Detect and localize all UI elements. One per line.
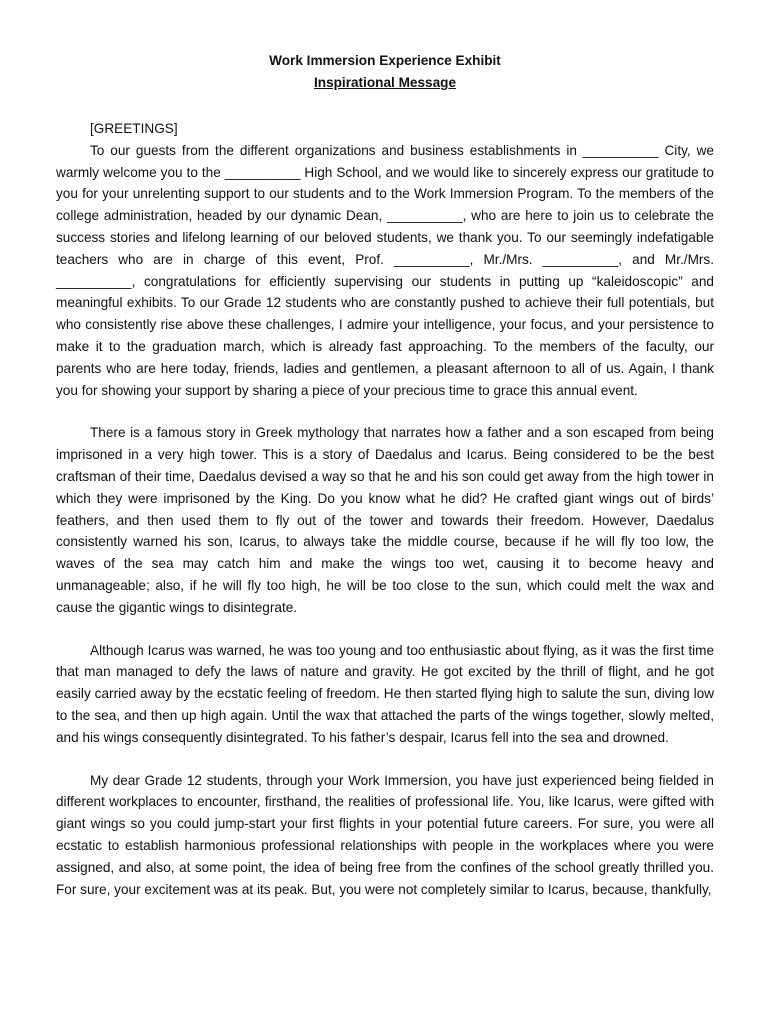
greeting-placeholder: [GREETINGS] bbox=[90, 121, 178, 136]
document-page bbox=[56, 50, 714, 900]
paragraph-welcome: To our guests from the different organizations and business establishments in __________ City, we warmly welcome you to the __________ High School, and we would like to sincerely express our gratitude to you for your unrelenting support to our students and to the Work Immersion Program. To the members of the college administration, headed by our dynamic Dean, __________, who are here to join us to celebrate the success stories and lifelong learning of our beloved students, we thank you. To our seemingly indefatigable teachers who are in charge of this event, Prof. __________, Mr./Mrs. __________, and Mr./Mrs. __________, congratulations for efficiently supervising our students in putting up “kaleidoscopic” and meaningful exhibits. To our Grade 12 students who are constantly pushed to achieve their full potentials, but who consistently rise above these challenges, I admire your intelligence, your focus, and your persistence to make it to the graduation march, which is already fast approaching. To the members of the faculty, our parents who are here today, friends, ladies and gentlemen, a pleasant afternoon to all of us. Again, I thank you for showing your support by sharing a piece of your precious time to grace this annual event. bbox=[56, 142, 714, 398]
paragraph-daedalus-story: There is a famous story in Greek mythology that narrates how a father and a son escaped from being imprisoned in a very high tower. This is a story of Daedalus and Icarus. Being considered to be the best craftsman of their time, Daedalus devised a way so that he and his son could get away from the high tower in which they were imprisoned by the King. Do you know what he did? He crafted giant wings out of birds’ feathers, and then used them to fly out of the tower and towards their freedom. However, Daedalus consistently warned his son, Icarus, to always take the middle course, because if he will fly too low, the waves of the sea may catch him and make the wings too wet, causing it to become heavy and unmanageable; also, if he will fly too high, he will be too close to the sun, which could melt the wax and cause the gigantic wings to disintegrate. bbox=[56, 425, 714, 615]
paragraph-students-message: My dear Grade 12 students, through your Work Immersion, you have just experienced being fielded in different workplaces to encounter, firsthand, the realities of professional life. You, like Icarus, were gifted with giant wings so you could jump-start your first flights in your potential future careers. For sure, you were all ecstatic to establish harmonious professional relationships with people in the workplaces where you were assigned, and also, at some point, the idea of being free from the confines of the school greatly thrilled you. For sure, your excitement was at its peak. But, you were not completely similar to Icarus, because, thankfully, bbox=[56, 772, 714, 897]
document-subtitle: Inspirational Message bbox=[313, 75, 457, 90]
document-title: Work Immersion Experience Exhibit bbox=[269, 53, 501, 68]
paragraph-icarus-fall: Although Icarus was warned, he was too young and too enthusiastic about flying, as it was the first time that man managed to defy the laws of nature and gravity. He got excited by the thrill of flight, and he got easily carried away by the ecstatic feeling of freedom. He then started flying high to salute the sun, diving low to the sea, and then up high again. Until the wax that attached the parts of the wings together, slowly melted, and his wings consequently disintegrated. To his father’s despair, Icarus fell into the sea and drowned. bbox=[56, 642, 714, 745]
